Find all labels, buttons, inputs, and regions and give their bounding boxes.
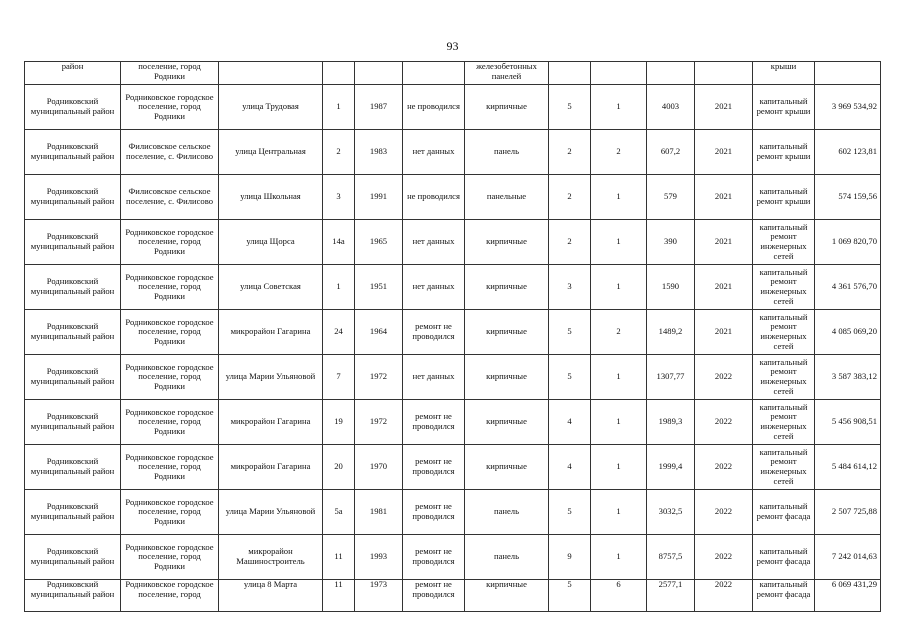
last-repair-cell: нет данных	[403, 130, 465, 175]
last-repair-cell: ремонт не проводился	[403, 580, 465, 612]
settlement-cell: Родниковское городское поселение, город Родники	[121, 400, 219, 445]
work-type-cell: капитальный ремонт фасада	[753, 535, 815, 580]
house-number-cell: 19	[323, 400, 355, 445]
entrances-cell: 1	[591, 175, 647, 220]
build-year-cell: 1965	[355, 220, 403, 265]
street-cell: микрорайон Гагарина	[219, 445, 323, 490]
district-cell: Родниковский муниципальный район	[25, 175, 121, 220]
wall-material-cell: панельные	[465, 175, 549, 220]
house-number-cell: 1	[323, 265, 355, 310]
settlement-cell: Родниковское городское поселение, город Родники	[121, 355, 219, 400]
table-row	[25, 310, 881, 355]
district-cell: Родниковский муниципальный район	[25, 85, 121, 130]
house-number-cell: 20	[323, 445, 355, 490]
cost-cell: 3 969 534,92	[815, 85, 881, 130]
table-row	[25, 355, 881, 400]
work-type-cell: капитальный ремонт инженерных сетей	[753, 265, 815, 310]
district-cell: Родниковский муниципальный район	[25, 445, 121, 490]
house-number-cell: 7	[323, 355, 355, 400]
cost-cell: 6 069 431,29	[815, 580, 881, 612]
floors-cell: 9	[549, 535, 591, 580]
cost-cell: 5 456 908,51	[815, 400, 881, 445]
district-cell: Родниковский муниципальный район	[25, 400, 121, 445]
last-repair-cell: ремонт не проводился	[403, 535, 465, 580]
entrances-cell: 1	[591, 265, 647, 310]
wall-material-cell: панель	[465, 535, 549, 580]
plan-year-cell: 2021	[695, 85, 753, 130]
table-row	[25, 62, 881, 85]
cost-cell: 4 085 069,20	[815, 310, 881, 355]
street-cell: улица Марии Ульяновой	[219, 490, 323, 535]
wall-material-cell: железобетонных панелей	[465, 62, 549, 85]
house-number-cell: 24	[323, 310, 355, 355]
cost-cell: 4 361 576,70	[815, 265, 881, 310]
table-row	[25, 400, 881, 445]
street-cell: микрорайон Гагарина	[219, 310, 323, 355]
street-cell: улица Трудовая	[219, 85, 323, 130]
district-cell: Родниковский муниципальный район	[25, 355, 121, 400]
floors-cell: 4	[549, 400, 591, 445]
work-type-cell: капитальный ремонт инженерных сетей	[753, 400, 815, 445]
work-type-cell: капитальный ремонт крыши	[753, 130, 815, 175]
entrances-cell: 2	[591, 310, 647, 355]
area-cell: 390	[647, 220, 695, 265]
entrances-cell: 2	[591, 130, 647, 175]
settlement-cell: Родниковское городское поселение, город Родники	[121, 310, 219, 355]
work-type-cell: капитальный ремонт крыши	[753, 85, 815, 130]
floors-cell: 2	[549, 175, 591, 220]
last-repair-cell: ремонт не проводился	[403, 490, 465, 535]
wall-material-cell: кирпичные	[465, 580, 549, 612]
entrances-cell: 1	[591, 85, 647, 130]
settlement-cell: Родниковское городское поселение, город Родники	[121, 535, 219, 580]
street-cell: микрорайон Гагарина	[219, 400, 323, 445]
table-row	[25, 220, 881, 265]
cost-cell: 5 484 614,12	[815, 445, 881, 490]
last-repair-cell: не проводился	[403, 85, 465, 130]
district-cell: Родниковский муниципальный район	[25, 220, 121, 265]
wall-material-cell: кирпичные	[465, 355, 549, 400]
last-repair-cell: ремонт не проводился	[403, 445, 465, 490]
street-cell: улица Щорса	[219, 220, 323, 265]
build-year-cell	[355, 62, 403, 85]
street-cell	[219, 62, 323, 85]
wall-material-cell: кирпичные	[465, 220, 549, 265]
work-type-cell: крыши	[753, 62, 815, 85]
build-year-cell: 1970	[355, 445, 403, 490]
settlement-cell: Родниковское городское поселение, город Родники	[121, 85, 219, 130]
plan-year-cell: 2022	[695, 580, 753, 612]
entrances-cell: 1	[591, 355, 647, 400]
table-row	[25, 445, 881, 490]
table-row	[25, 490, 881, 535]
wall-material-cell: панель	[465, 130, 549, 175]
area-cell: 1590	[647, 265, 695, 310]
entrances-cell	[591, 62, 647, 85]
wall-material-cell: кирпичные	[465, 310, 549, 355]
settlement-cell: Родниковское городское поселение, город	[121, 580, 219, 612]
cost-cell: 1 069 820,70	[815, 220, 881, 265]
house-number-cell: 14а	[323, 220, 355, 265]
table-body	[25, 62, 881, 612]
cost-cell: 574 159,56	[815, 175, 881, 220]
plan-year-cell: 2021	[695, 220, 753, 265]
build-year-cell: 1964	[355, 310, 403, 355]
settlement-cell: Родниковское городское поселение, город Родники	[121, 265, 219, 310]
table-row	[25, 130, 881, 175]
house-number-cell: 2	[323, 130, 355, 175]
house-number-cell: 11	[323, 535, 355, 580]
wall-material-cell: кирпичные	[465, 400, 549, 445]
plan-year-cell: 2021	[695, 265, 753, 310]
area-cell: 607,2	[647, 130, 695, 175]
work-type-cell: капитальный ремонт инженерных сетей	[753, 445, 815, 490]
street-cell: улица Школьная	[219, 175, 323, 220]
table-row	[25, 265, 881, 310]
street-cell: улица Советская	[219, 265, 323, 310]
settlement-cell: Родниковское городское поселение, город Родники	[121, 220, 219, 265]
build-year-cell: 1987	[355, 85, 403, 130]
floors-cell: 5	[549, 310, 591, 355]
build-year-cell: 1983	[355, 130, 403, 175]
area-cell: 1307,77	[647, 355, 695, 400]
district-cell: Родниковский муниципальный район	[25, 265, 121, 310]
settlement-cell: Филисовское сельское поселение, с. Филисово	[121, 175, 219, 220]
build-year-cell: 1972	[355, 400, 403, 445]
entrances-cell: 6	[591, 580, 647, 612]
cost-cell	[815, 62, 881, 85]
cost-cell: 7 242 014,63	[815, 535, 881, 580]
street-cell: улица 8 Марта	[219, 580, 323, 612]
cost-cell: 2 507 725,88	[815, 490, 881, 535]
area-cell: 579	[647, 175, 695, 220]
floors-cell: 4	[549, 445, 591, 490]
floors-cell	[549, 62, 591, 85]
table-row	[25, 85, 881, 130]
street-cell: улица Центральная	[219, 130, 323, 175]
plan-year-cell: 2022	[695, 400, 753, 445]
settlement-cell: Родниковское городское поселение, город Родники	[121, 490, 219, 535]
area-cell: 1989,3	[647, 400, 695, 445]
build-year-cell: 1991	[355, 175, 403, 220]
last-repair-cell: ремонт не проводился	[403, 310, 465, 355]
table-row	[25, 175, 881, 220]
work-type-cell: капитальный ремонт фасада	[753, 580, 815, 612]
plan-year-cell: 2021	[695, 175, 753, 220]
work-type-cell: капитальный ремонт инженерных сетей	[753, 355, 815, 400]
wall-material-cell: кирпичные	[465, 445, 549, 490]
house-number-cell: 5а	[323, 490, 355, 535]
district-cell: Родниковский муниципальный район	[25, 580, 121, 612]
area-cell	[647, 62, 695, 85]
last-repair-cell	[403, 62, 465, 85]
last-repair-cell: нет данных	[403, 265, 465, 310]
work-type-cell: капитальный ремонт крыши	[753, 175, 815, 220]
floors-cell: 3	[549, 265, 591, 310]
cost-cell: 3 587 383,12	[815, 355, 881, 400]
floors-cell: 2	[549, 220, 591, 265]
district-cell: район	[25, 62, 121, 85]
work-type-cell: капитальный ремонт инженерных сетей	[753, 310, 815, 355]
build-year-cell: 1973	[355, 580, 403, 612]
repair-program-table	[24, 61, 881, 612]
plan-year-cell	[695, 62, 753, 85]
plan-year-cell: 2021	[695, 130, 753, 175]
floors-cell: 5	[549, 355, 591, 400]
street-cell: микрорайон Машиностроитель	[219, 535, 323, 580]
entrances-cell: 1	[591, 535, 647, 580]
street-cell: улица Марии Ульяновой	[219, 355, 323, 400]
entrances-cell: 1	[591, 445, 647, 490]
build-year-cell: 1981	[355, 490, 403, 535]
house-number-cell: 11	[323, 580, 355, 612]
area-cell: 8757,5	[647, 535, 695, 580]
plan-year-cell: 2021	[695, 310, 753, 355]
plan-year-cell: 2022	[695, 490, 753, 535]
last-repair-cell: нет данных	[403, 220, 465, 265]
area-cell: 1489,2	[647, 310, 695, 355]
area-cell: 4003	[647, 85, 695, 130]
wall-material-cell: панель	[465, 490, 549, 535]
settlement-cell: поселение, город Родники	[121, 62, 219, 85]
build-year-cell: 1972	[355, 355, 403, 400]
work-type-cell: капитальный ремонт инженерных сетей	[753, 220, 815, 265]
district-cell: Родниковский муниципальный район	[25, 130, 121, 175]
floors-cell: 5	[549, 85, 591, 130]
entrances-cell: 1	[591, 220, 647, 265]
district-cell: Родниковский муниципальный район	[25, 490, 121, 535]
page-number: 93	[446, 39, 459, 53]
plan-year-cell: 2022	[695, 355, 753, 400]
plan-year-cell: 2022	[695, 445, 753, 490]
district-cell: Родниковский муниципальный район	[25, 310, 121, 355]
cost-cell: 602 123,81	[815, 130, 881, 175]
floors-cell: 2	[549, 130, 591, 175]
area-cell: 3032,5	[647, 490, 695, 535]
last-repair-cell: ремонт не проводился	[403, 400, 465, 445]
wall-material-cell: кирпичные	[465, 265, 549, 310]
plan-year-cell: 2022	[695, 535, 753, 580]
settlement-cell: Родниковское городское поселение, город Родники	[121, 445, 219, 490]
floors-cell: 5	[549, 490, 591, 535]
entrances-cell: 1	[591, 490, 647, 535]
area-cell: 2577,1	[647, 580, 695, 612]
settlement-cell: Филисовское сельское поселение, с. Филисово	[121, 130, 219, 175]
table-row	[25, 535, 881, 580]
last-repair-cell: нет данных	[403, 355, 465, 400]
area-cell: 1999,4	[647, 445, 695, 490]
floors-cell: 5	[549, 580, 591, 612]
house-number-cell	[323, 62, 355, 85]
wall-material-cell: кирпичные	[465, 85, 549, 130]
house-number-cell: 1	[323, 85, 355, 130]
work-type-cell: капитальный ремонт фасада	[753, 490, 815, 535]
table-row	[25, 580, 881, 612]
district-cell: Родниковский муниципальный район	[25, 535, 121, 580]
build-year-cell: 1993	[355, 535, 403, 580]
build-year-cell: 1951	[355, 265, 403, 310]
house-number-cell: 3	[323, 175, 355, 220]
entrances-cell: 1	[591, 400, 647, 445]
last-repair-cell: не проводился	[403, 175, 465, 220]
